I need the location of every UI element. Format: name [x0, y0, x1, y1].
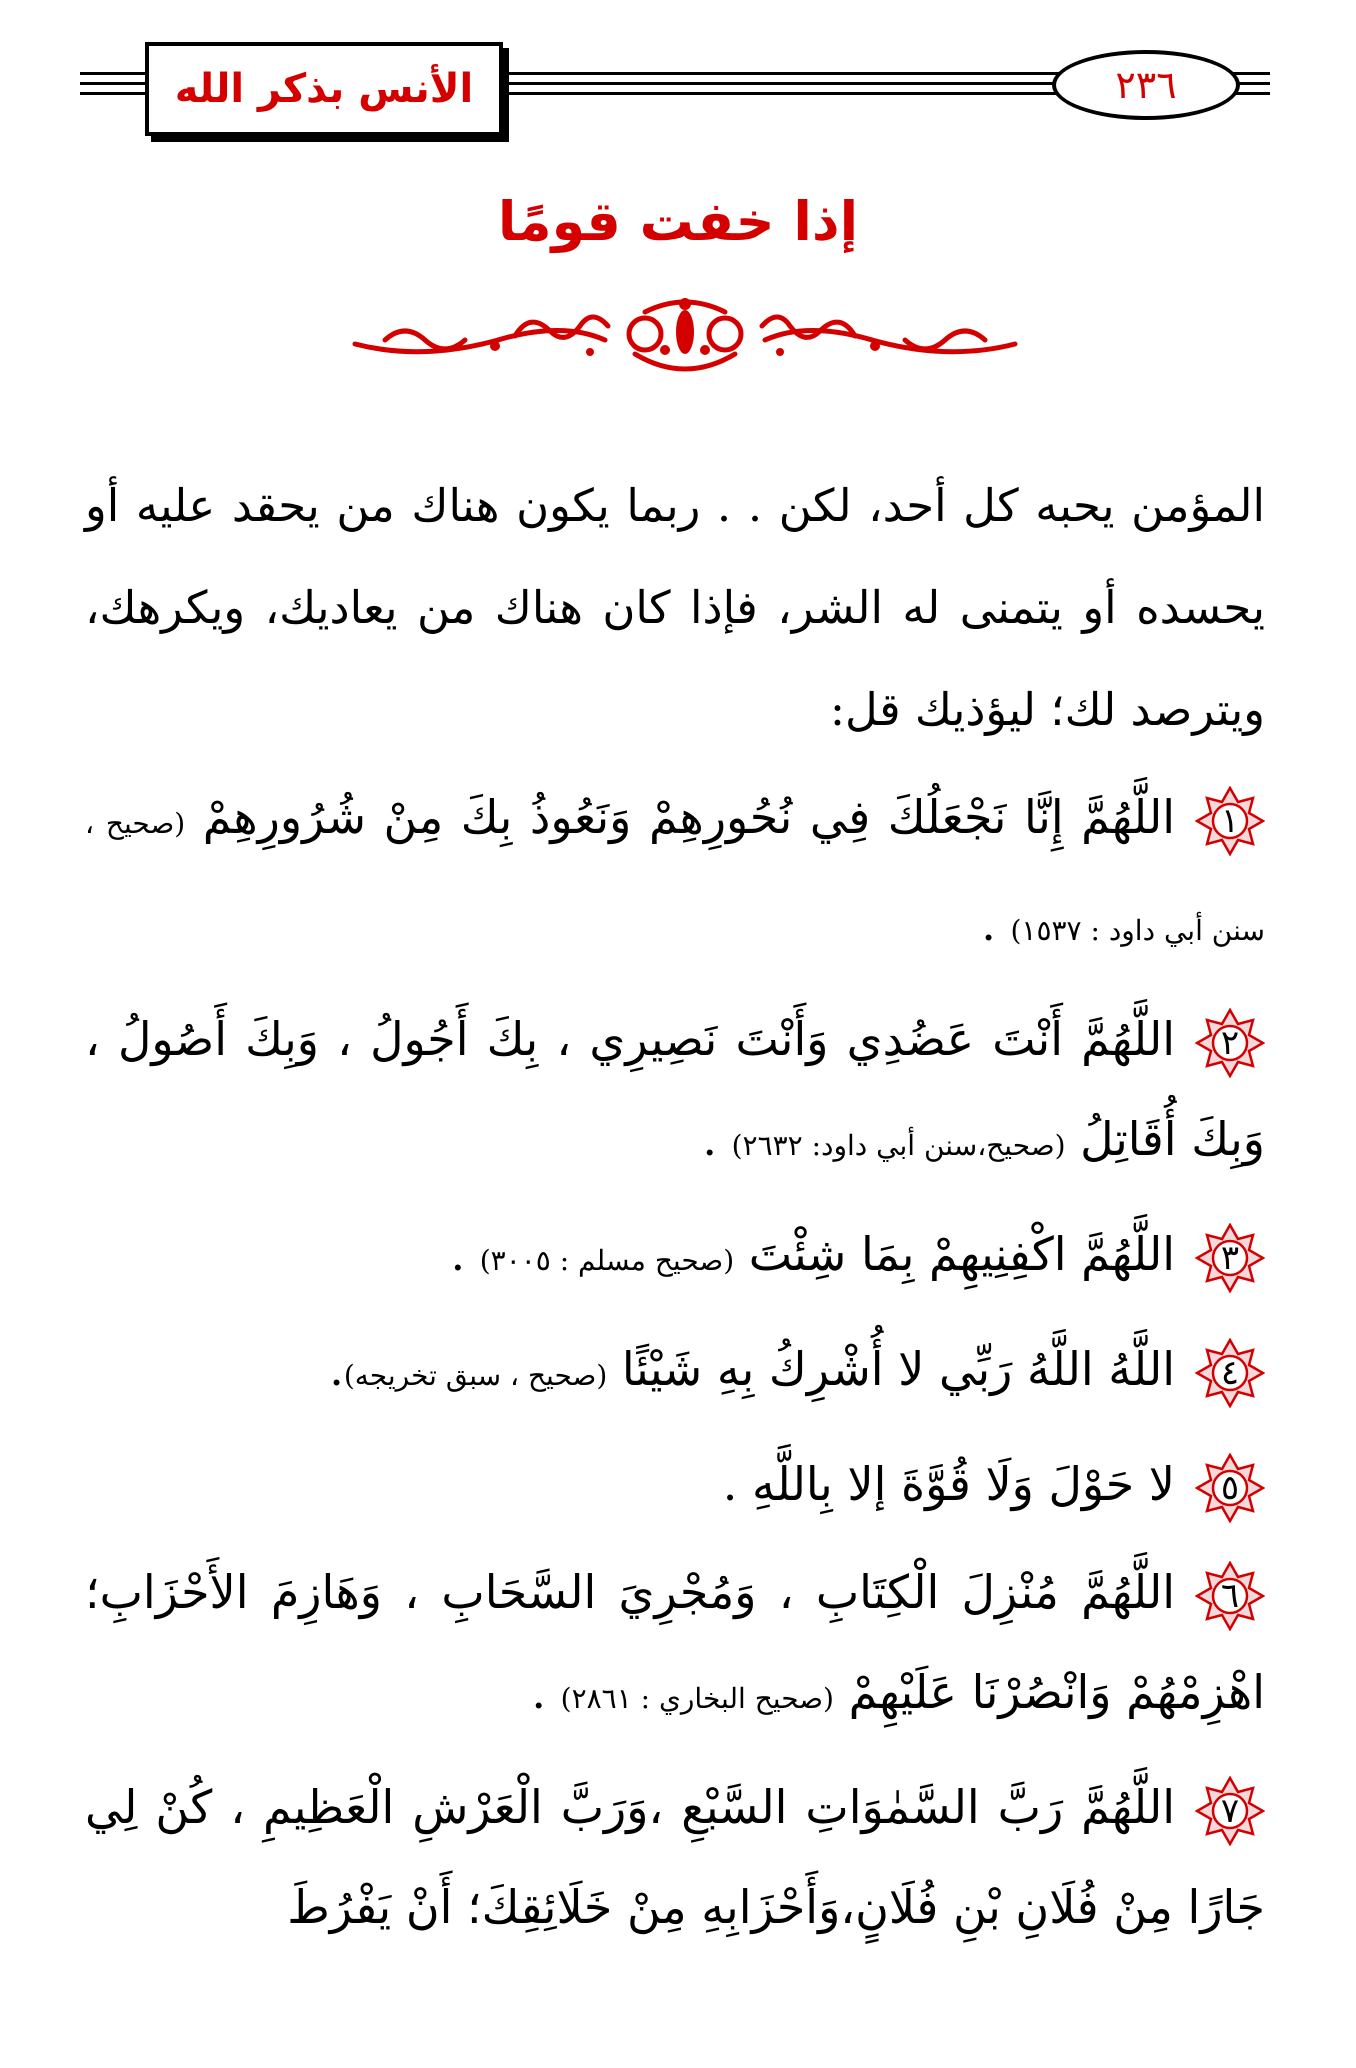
dua-text: اللَّهُ اللَّهُ رَبِّي لا أُشْرِكُ بِهِ شَيْئًا — [621, 1342, 1175, 1396]
dua-end-mark: . — [981, 897, 1011, 951]
dua-item — [85, 1434, 1265, 1534]
dua-list — [85, 767, 1265, 1957]
number-badge-icon — [1195, 786, 1265, 856]
dua-citation: (صحيح ، سنن أبي داود : ١٥٣٧) — [85, 807, 1265, 947]
ornament-divider-icon — [345, 292, 1025, 372]
dua-citation: (صحيح ، سبق تخريجه) — [343, 1359, 608, 1392]
dua-text: اللَّهُمَّ إِنَّا نَجْعَلُكَ فِي نُحُورِهِمْ وَنَعُوذُ بِكَ مِنْ شُرُورِهِمْ — [202, 790, 1176, 844]
dua-end-mark: . — [450, 1227, 480, 1281]
number-badge-icon — [1195, 1453, 1265, 1523]
dua-citation: (صحيح مسلم : ٣٠٠٥) — [479, 1244, 735, 1277]
section-title: إذا خفت قومًا — [497, 190, 859, 253]
dua-item — [85, 1319, 1265, 1426]
dua-number: ٢ — [1220, 1023, 1240, 1063]
page-number: ٢٣٦ — [1115, 63, 1177, 107]
dua-end-mark: . — [531, 1665, 561, 1719]
dua-text: لا حَوْلَ وَلَا قُوَّةَ إلا بِاللَّهِ — [751, 1457, 1175, 1511]
dua-item — [85, 767, 1265, 981]
dua-end-mark: . — [722, 1457, 752, 1511]
number-badge-icon — [1195, 1008, 1265, 1078]
page-number-oval — [1052, 50, 1240, 120]
dua-item — [85, 989, 1265, 1196]
dua-number: ٥ — [1220, 1468, 1240, 1508]
dua-end-mark: . — [702, 1112, 732, 1166]
dua-text: اللَّهُمَّ أَنْتَ عَضُدِي وَأَنْتَ نَصِيرِي ، بِكَ أَجُولُ ، وَبِكَ أَصُولُ ، وَبِكَ أُقَاتِلُ — [85, 1012, 1265, 1166]
dua-item — [85, 1542, 1265, 1749]
body-text — [85, 455, 1265, 1965]
dua-text: اللَّهُمَّ مُنْزِلَ الْكِتَابِ ، وَمُجْرِيَ السَّحَابِ ، وَهَازِمَ الأَحْزَابِ؛ اهْزِمْهُمْ وَانْصُرْنَا عَلَيْهِمْ — [85, 1565, 1265, 1719]
dua-number: ٧ — [1220, 1791, 1240, 1831]
dua-number: ٤ — [1220, 1353, 1240, 1393]
book-title-box — [145, 42, 503, 136]
dua-number: ٣ — [1220, 1238, 1240, 1278]
dua-text: اللَّهُمَّ اكْفِنِيهِمْ بِمَا شِئْتَ — [748, 1227, 1175, 1281]
number-badge-icon — [1195, 1776, 1265, 1846]
dua-number: ١ — [1220, 801, 1240, 841]
dua-citation: (صحيح البخاري : ٢٨٦١) — [560, 1682, 834, 1715]
number-badge-icon — [1195, 1338, 1265, 1408]
dua-item — [85, 1204, 1265, 1311]
dua-end-mark: . — [329, 1342, 344, 1396]
dua-item — [85, 1757, 1265, 1957]
book-title: الأنس بذكر الله — [174, 66, 474, 112]
dua-number: ٦ — [1220, 1576, 1240, 1616]
number-badge-icon — [1195, 1223, 1265, 1293]
intro-paragraph: المؤمن يحبه كل أحد، لكن . . ربما يكون هناك من يحقد عليه أو يحسده أو يتمنى له الشر، فإذا كان هناك من يعاديك، ويكرهك، ويترصد لك؛ ليؤذيك قل: — [85, 479, 1265, 736]
number-badge-icon — [1195, 1561, 1265, 1631]
dua-text: اللَّهُمَّ رَبَّ السَّمٰوَاتِ السَّبْعِ ،وَرَبَّ الْعَرْشِ الْعَظِيمِ ، كُنْ لِي جَارًا مِنْ فُلَانِ بْنِ فُلَانٍ،وَأَحْزَابِهِ مِنْ خَلَائِقِكَ؛ أَنْ يَفْرُطَ — [85, 1780, 1265, 1934]
dua-citation: (صحيح،سنن أبي داود: ٢٦٣٢) — [731, 1129, 1066, 1162]
